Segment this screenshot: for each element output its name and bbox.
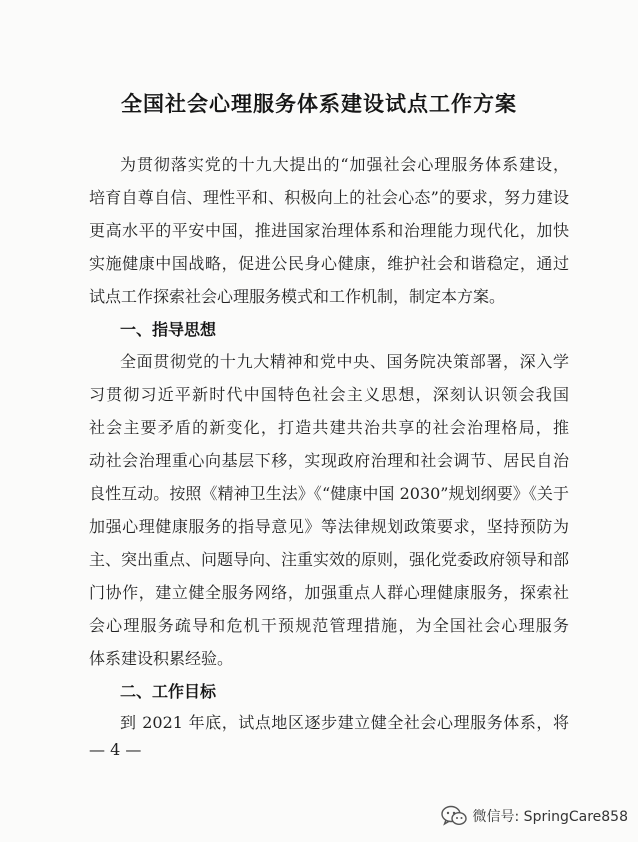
section1-line-9: 会心理服务疏导和危机干预规范管理措施，为全国社会心理服务 — [89, 616, 569, 635]
intro-line-1: 为贯彻落实党的十九大提出的“加强社会心理服务体系建设， — [120, 155, 569, 174]
section1-line-5: 良性互动。按照《精神卫生法》《“健康中国 2030”规划纲要》《关于 — [89, 484, 569, 503]
intro-line-2: 培育自尊自信、理性平和、积极向上的社会心态”的要求，努力建设 — [89, 188, 569, 207]
section1-line-8: 门协作，建立健全服务网络，加强重点人群心理健康服务，探索社 — [89, 583, 569, 602]
section1-line-1: 全面贯彻党的十九大精神和党中央、国务院决策部署，深入学 — [120, 352, 569, 371]
section2-line-1: 到 2021 年底，试点地区逐步建立健全社会心理服务体系，将 — [120, 713, 569, 732]
wechat-watermark — [441, 805, 628, 827]
section1-line-2: 习贯彻习近平新时代中国特色社会主义思想，深刻认识领会我国 — [89, 385, 569, 404]
section1-line-7: 主、突出重点、问题导向、注重实效的原则，强化党委政府领导和部 — [89, 550, 570, 569]
section1-line-10: 体系建设积累经验。 — [89, 649, 234, 668]
document-title: 全国社会心理服务体系建设试点工作方案 — [121, 92, 517, 116]
section-heading-work-goals: 二、工作目标 — [120, 682, 217, 701]
wechat-icon — [441, 805, 467, 827]
watermark-text: 微信号: SpringCare858 — [472, 809, 628, 825]
intro-line-3: 更高水平的平安中国，推进国家治理体系和治理能力现代化，加快 — [89, 221, 569, 240]
section1-line-6: 加强心理健康服务的指导意见》等法律规划政策要求，坚持预防为 — [89, 517, 569, 536]
page-number: — 4 — — [89, 740, 142, 759]
section1-line-3: 社会主要矛盾的新变化，打造共建共治共享的社会治理格局，推 — [89, 418, 569, 437]
section-heading-guiding-ideology: 一、指导思想 — [120, 320, 217, 339]
section1-line-4: 动社会治理重心向基层下移，实现政府治理和社会调节、居民自治 — [89, 451, 569, 470]
intro-line-4: 实施健康中国战略，促进公民身心健康，维护社会和谐稳定，通过 — [89, 254, 569, 273]
intro-line-5: 试点工作探索社会心理服务模式和工作机制，制定本方案。 — [89, 287, 506, 306]
